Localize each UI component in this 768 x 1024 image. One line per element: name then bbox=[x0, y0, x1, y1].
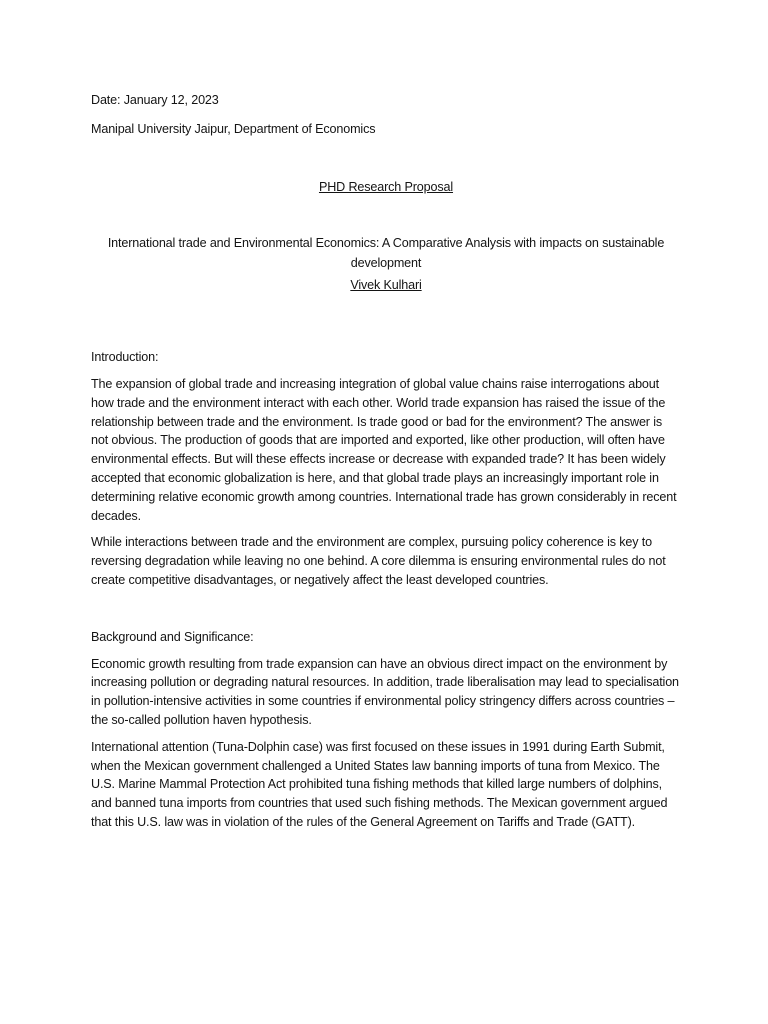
introduction-heading: Introduction: bbox=[91, 350, 159, 365]
author-name: Vivek Kulhari bbox=[350, 278, 422, 293]
introduction-paragraph-1: The expansion of global trade and increasing integration of global value chains raise interrogations about how trade and the environment interact with each other. World trade expansion has raised the issue of the relationship between trade and the environment. Is trade good or bad for the environment? The answer is not obvious. The production of goods that are imported and exported, like other production, will often have environmental effects. But will these effects increase or decrease with expanded trade? It has been widely accepted that economic globalization is here, and that global trade plays an increasingly important role in determining relative economic growth among countries. International trade has grown considerably in recent decades. bbox=[91, 376, 677, 523]
background-paragraph-2: International attention (Tuna-Dolphin case) was first focused on these issues in 1991 during Earth Submit, when the Mexican government challenged a United States law banning imports of tuna from Mexico. The U.S. Marine Mammal Protection Act prohibited tuna fishing methods that killed large numbers of dolphins, and banned tuna imports from countries that used such fishing methods. The Mexican government argued that this U.S. law was in violation of the rules of the General Agreement on Tariffs and Trade (GATT). bbox=[91, 739, 668, 829]
background-heading: Background and Significance: bbox=[91, 629, 254, 644]
date-line: Date: January 12, 2023 bbox=[91, 93, 219, 107]
proposal-label-wrapper bbox=[91, 178, 681, 197]
author-wrapper bbox=[91, 276, 681, 295]
document-page bbox=[91, 91, 681, 832]
introduction-paragraph-2: While interactions between trade and the environment are complex, pursuing policy coherence is key to reversing degradation while leaving no one behind. A core dilemma is ensuring environmental rules do not create competitive disadvantages, or negatively affect the least developed countries. bbox=[91, 535, 666, 587]
proposal-label: PHD Research Proposal bbox=[318, 179, 454, 194]
institution-line: Manipal University Jaipur, Department of Economics bbox=[91, 121, 376, 136]
proposal-title: International trade and Environmental Economics: A Comparative Analysis with impacts on sustainable development bbox=[107, 236, 665, 270]
background-paragraph-1: Economic growth resulting from trade expansion can have an obvious direct impact on the environment by increasing pollution or degrading natural resources. In addition, trade liberalisation may lead to specialisation in pollution-intensive activities in some countries if environmental policy stringency differs across countries – the so-called pollution haven hypothesis. bbox=[91, 656, 679, 727]
